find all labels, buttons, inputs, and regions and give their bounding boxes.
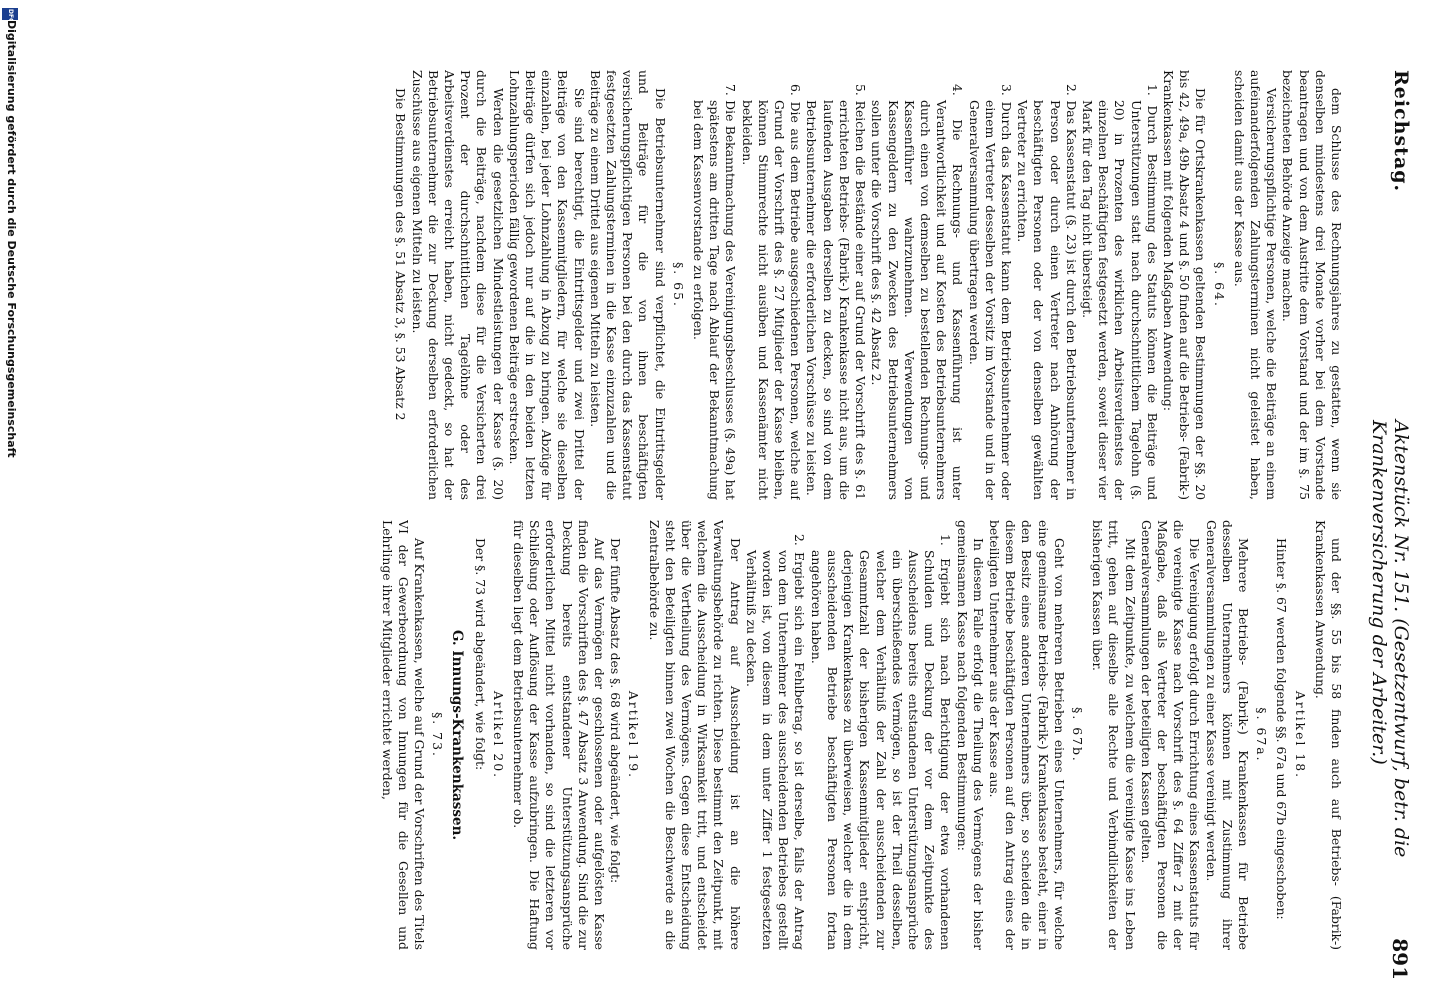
section-heading: §. 65. [670, 262, 686, 308]
paragraph: Die Betriebsunternehmer sind verpflichtet, die Eintrittsgelder und Beiträge für die von ihnen beschäftigten versicherungspflichtigen Personen bei den durch das Kassenstatut festgesetzten Zahlungsterminen in die Kasse einzuzahlen und die Beiträge zu einem Drittel aus eigenen Mitteln zu leisten. [587, 70, 668, 500]
section-heading: §. 64. [1211, 262, 1227, 308]
list-item: 6. Die aus dem Betriebe ausgeschiedenen Personen, welche auf Grund der Vorschrift des §. 27 Mitglieder der Kasse bleiben, können Stimmrechte nicht ausüben und Kassenämter nicht bekleiden. [739, 84, 804, 500]
paragraph: Der Antrag auf Ausscheidung ist an die höhere Verwaltungsbehörde zu richten. Diese bestimmt den Zeitpunkt, mit welchem die Ausscheidung in Wirksamkeit tritt, und entscheidet über die Vertheilung des Vermögens. Gegen diese Entscheidung steht den Beteiligten binnen zwei Wochen die Beschwerde an die Zentralbehörde zu. [646, 520, 743, 950]
page-header [1368, 0, 1420, 1000]
paragraph: Versicherungspflichtige Personen, welche die Beiträge an einem aufeinanderfolgenden Zahlungsterminen nicht geleistet haben, scheiden damit aus der Kasse aus. [1231, 70, 1280, 500]
footer-credit: Digitalisierung gefördert durch die Deutsche Forschungsgemeinschaft [5, 20, 18, 458]
left-column [24, 70, 1344, 500]
section-heading: §. 67a. [1254, 707, 1270, 763]
list-item: 5. Reichen die Bestände einer auf Grund der Vorschrift des §. 61 errichteten Betriebs- (Fabrik-) Krankenkasse nicht aus, um die laufenden Ausgaben derselben zu decken, so sind von dem Betriebsunternehmer die erforderlichen Vorschüsse zu leisten. [804, 84, 869, 500]
paragraph: Mit dem Zeitpunkte, zu welchem die vereinigte Kasse ins Leben tritt, gehen auf dieselbe alle Rechte und Verbindlichkeiten der bisherigen Kassen über. [1090, 520, 1138, 950]
paragraph: Mehrere Betriebs- (Fabrik-) Krankenkassen für Betriebe desselben Unternehmers können mit Zustimmung ihrer Generalversammlungen zu einer Kasse vereinigt werden. [1203, 520, 1251, 950]
section-heading: Artikel 20. [490, 690, 506, 780]
paragraph: Die Bestimmungen des §. 51 Absatz 3, §. 53 Absatz 2 [393, 88, 409, 421]
list-item: 1. Ergiebt sich nach Berichtigung der etwa vorhandenen Schulden und Deckung der vor dem Zeitpunkte des Ausscheidens bereits entstandenen Unterstützungsansprüche ein überschießendes Vermögen, so ist der Theil desselben, welcher dem Verhältniß der Zahl der ausscheidenden zur Gesammtzahl der bisherigen Kassenmitglieder entspricht, derjenigen Krankenkasse zu überweisen, welcher die in dem ausscheidenden Betriebe beschäftigten Personen fortan angehören haben. [808, 534, 954, 950]
section-heading: §. 67b. [1069, 707, 1085, 763]
section-heading: Artikel 18. [1292, 690, 1308, 780]
header-left: Reichstag. [1390, 70, 1412, 193]
list-item: 2. Das Kassenstatut (§. 23) ist durch den Betriebsunternehmer in Person oder durch einen Vertreter nach Anhörung der beschäftigten Personen oder der von denselben gewählten Vertreter zu errichten. [1015, 84, 1079, 500]
list-item: 1. Durch Bestimmung des Statuts können die Beiträge und Unterstützungen statt nach durchschnittlichem Tagelohn (§. 20) in Prozenten des wirklichen Arbeitsverdienstes der einzelnen Beschäftigten festgesetzt werden, soweit dieser vier Mark für den Tag nicht übersteigt. [1079, 84, 1160, 500]
paragraph: Auf Krankenkassen, welche auf Grund der Vorschriften des Titels VI der Gewerbeordnung von Innungen für die Gesellen und Lehrlinge ihrer Mitglieder errichtet werden, [379, 520, 428, 950]
header-title: Aktenstück Nr. 151. (Gesetzentwurf, betr. die Krankenversicherung der Arbeiter.) [1368, 420, 1412, 858]
list-item: 3. Durch das Kassenstatut kann dem Betriebsunternehmer oder einem Vertreter desselben der Vorsitz im Vorstande und in der Generalversammlung übertragen werden. [966, 84, 1014, 500]
paragraph: Werden die gesetzlichen Mindestleistungen der Kasse (§. 20) durch die Beiträge, nachdem diese für die Versicherten drei Prozent der durchschnittlichen Tagelöhne oder des Arbeitsverdienstes erreicht haben, nicht gedeckt, so hat der Betriebsunternehmer die zur Deckung derselben erforderlichen Zuschüsse aus eigenen Mitteln zu leisten. [409, 70, 506, 500]
list-item: 2. Ergiebt sich ein Fehlbetrag, so ist derselbe, falls der Antrag von dem Unternehmer des ausscheidenden Betriebes gestellt worden ist, von diesem in dem unter Ziffer 1 festgesetzten Verhältniß zu decken. [743, 534, 808, 950]
paragraph: Sie sind berechtigt, die Eintrittsgelder und zwei Drittel der Beiträge von den Kassenmitgliedern, für welche sie dieselben einzahlen, bei jeder Lohnzahlung in Abzug zu bringen. Abzüge für Beiträge dürfen sich jedoch nur auf die in den beiden letzten Lohnzahlungsperioden fällig gewordenen Beiträge erstrecken. [506, 70, 587, 500]
paragraph: dem Schlusse des Rechnungsjahres zu gestatten, wenn sie denselben mindestens drei Monate vorher bei dem Vorstande beantragen und von dem Austritte dem Vorstand und der im §. 75 bezeichneten Behörde Anzeige machen. [1280, 70, 1344, 500]
list-item: 4. Die Rechnungs- und Kassenführung ist unter Verantwortlichkeit und auf Kosten des Betriebsunternehmers durch einen von demselben zu bestellenden Rechnungs- und Kassenführer wahrzunehmen. Verwendungen von Kassengeldern zu den Zwecken des Betriebsunternehmers sollen unter die Vorschrift des §. 42 Absatz 2. [869, 84, 966, 500]
section-heading: Artikel 19. [626, 690, 642, 780]
dfg-logo-icon: DFG [2, 8, 18, 20]
right-column [24, 520, 1344, 950]
paragraph: Geht von mehreren Betrieben eines Unternehmers, für welche eine gemeinsame Betriebs- (Fabrik-) Krankenkasse besteht, einer in den Besitz eines anderen Unternehmers über, so scheiden die in diesem Betriebe beschäftigten Personen auf den Antrag eines der beteiligten Unternehmer aus der Kasse aus. [986, 520, 1067, 950]
paragraph: Hinter §. 67 werden folgende §§. 67a und 67b eingeschoben: [1274, 538, 1290, 920]
paragraph: Auf das Vermögen der geschlossenen oder aufgelösten Kasse finden die Vorschriften des §. 47 Absatz 3 Anwendung. Sind die zur Deckung bereits entstandener Unterstützungsansprüche erforderlichen Mittel nicht vorhanden, so sind die letzteren vor Schließung oder Auflösung der Kasse aufzubringen. Die Haftung für dieselben liegt dem Betriebsunternehmer ob. [511, 520, 608, 950]
chapter-heading: G. Innungs-Krankenkassen. [449, 629, 466, 841]
section-heading: §. 73. [430, 712, 446, 758]
paragraph: Die Vereinigung erfolgt durch Errichtung eines Kassenstatuts für die vereinigte Kasse nach Vorschrift des §. 64 Ziffer 2 mit der Maßgabe, daß als Vertreter der beschäftigten Personen die Generalversammlungen der beteiligten Kassen gelten. [1138, 520, 1203, 950]
paragraph: Die für Ortskrankenkassen geltenden Bestimmungen der §§. 20 bis 42, 49a, 49b Absatz 4 und §. 50 finden auf die Betriebs- (Fabrik-) Krankenkassen mit folgenden Maßgaben Anwendung: [1160, 70, 1209, 500]
page-number: 891 [1388, 938, 1412, 980]
page-footer [0, 0, 18, 1000]
paragraph: In diesem Falle erfolgt die Theilung des Vermögens der bisher gemeinsamen Kasse nach folgenden Bestimmungen: [954, 520, 986, 950]
paragraph: Der fünfte Absatz des §. 68 wird abgeändert, wie folgt: [608, 538, 624, 884]
paragraph: Der §. 73 wird abgeändert, wie folgt: [472, 538, 488, 771]
list-item: 7. Die Bekanntmachung des Vereinigungsbeschlusses (§. 49a) hat spätestens am dritten Tage nach Ablauf der Bekanntmachung bei dem Kassenvorstande zu erfolgen. [691, 84, 739, 500]
paragraph: und der §§. 55 bis 58 finden auch auf Betriebs- (Fabrik-) Krankenkassen Anwendung. [1312, 520, 1344, 950]
